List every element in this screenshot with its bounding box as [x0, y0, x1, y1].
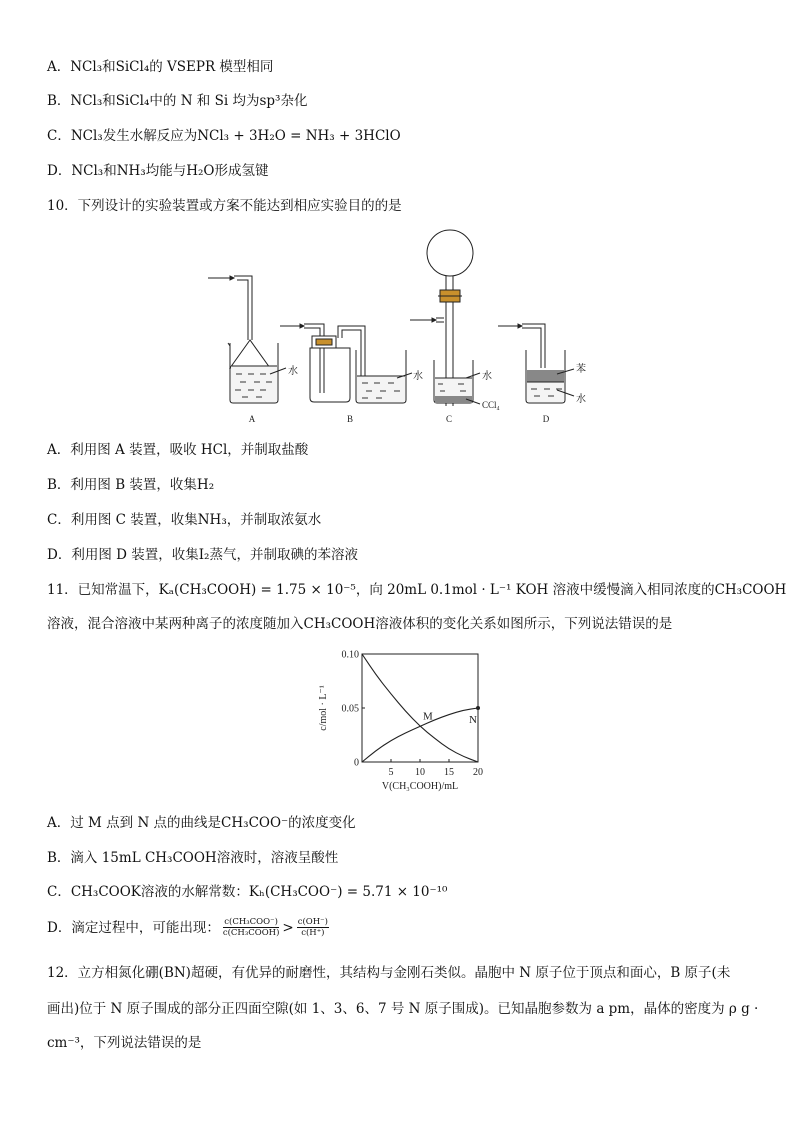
label-b: B [346, 414, 354, 424]
q9-option-c: C．NCl₃发生水解反应为NCl₃ + 3H₂O = NH₃ + 3HClO [47, 128, 401, 144]
label-water-d: 水 [576, 394, 586, 405]
x-tick-label-2: 15 [444, 767, 454, 778]
comparison-operator: > [282, 919, 294, 936]
q11-option-a: A．过 M 点到 N 点的曲线是CH₃COO⁻的浓度变化 [47, 815, 356, 831]
apparatus-b [280, 324, 412, 403]
q10-option-c: C．利用图 C 装置，收集NH₃，并制取浓氨水 [47, 512, 322, 528]
q12-line3: cm⁻³，下列说法错误的是 [47, 1035, 202, 1051]
chart-frame [362, 654, 478, 762]
fraction-acetate-ratio [223, 917, 280, 938]
y-tick-label-0: 0 [354, 757, 359, 769]
label-water-b: 水 [413, 371, 423, 382]
x-tick-label-3: 20 [473, 767, 483, 778]
x-tick-label-1: 10 [415, 767, 425, 778]
x-axis-label: V(CH₃COOH)/mL [381, 781, 459, 792]
q9-option-a: A．NCl₃和SiCl₄的 VSEPR 模型相同 [47, 59, 274, 75]
fraction-2-denominator: c(H⁺) [301, 928, 325, 938]
fraction-2-numerator: c(OH⁻) [297, 917, 328, 927]
q11-option-d [47, 917, 332, 938]
label-a: A [248, 414, 256, 424]
apparatus-figure [200, 228, 620, 428]
fraction-oh-h-ratio [297, 917, 329, 938]
series-1-curve [362, 708, 478, 762]
apparatus-d [498, 324, 574, 403]
label-water-a: 水 [288, 366, 298, 377]
x-tick-label-0: 5 [388, 767, 394, 778]
q12-line1: 12．立方相氮化硼(BN)超硬，有优异的耐磨性，其结构与金刚石类似。晶胞中 N 原子位于顶点和面心，B 原子(未 [47, 965, 731, 981]
chart-plot-area [318, 650, 483, 793]
q9-option-d: D．NCl₃和NH₃均能与H₂O形成氢键 [47, 163, 269, 179]
q11-stem-line2: 溶液，混合溶液中某两种离子的浓度随加入CH₃COOH溶液体积的变化关系如图所示，下列说法错误的是 [47, 616, 673, 632]
q10-stem: 10．下列设计的实验装置或方案不能达到相应实验目的的是 [47, 198, 402, 214]
fraction-1-numerator: c(CH₃COO⁻) [224, 917, 278, 927]
point-N-marker [476, 706, 480, 710]
label-water-c: 水 [482, 371, 492, 382]
q11-stem-line1: 11．已知常温下，Kₐ(CH₃COOH) = 1.75 × 10⁻⁵，向 20mL 0.1mol · L⁻¹ KOH 溶液中缓慢滴入相同浓度的CH₃COOH [47, 582, 787, 598]
series-0-curve [362, 654, 478, 762]
label-d: D [542, 414, 550, 424]
concentration-chart [312, 646, 492, 798]
label-c: C [445, 414, 453, 424]
q10-option-d: D．利用图 D 装置，收集I₂蒸气，并制取碘的苯溶液 [47, 547, 358, 563]
point-M-label: M [423, 710, 433, 723]
label-ccl4: CCl₄ [482, 400, 500, 410]
q11-option-b: B．滴入 15mL CH₃COOH溶液时，溶液呈酸性 [47, 850, 339, 866]
apparatus-a [208, 276, 286, 403]
q11-option-c: C．CH₃COOK溶液的水解常数：Kₕ(CH₃COO⁻) = 5.71 × 10⁻¹⁰ [47, 884, 448, 900]
q11-option-d-prefix: D．滴定过程中，可能出现： [47, 919, 220, 936]
q12-line2: 画出)位于 N 原子围成的部分正四面空隙(如 1、3、6、7 号 N 原子围成)。已知晶胞参数为 a pm，晶体的密度为 ρ g · [47, 1001, 759, 1017]
y-tick-label-1: 0.05 [341, 703, 359, 715]
q10-option-b: B．利用图 B 装置，收集H₂ [47, 477, 215, 493]
y-tick-label-2: 0.10 [341, 649, 359, 661]
q10-option-a: A．利用图 A 装置，吸收 HCl，并制取盐酸 [47, 442, 309, 458]
fraction-1-denominator: c(CH₃COOH) [222, 928, 280, 938]
point-N-label: N [469, 714, 477, 726]
label-benzene: 苯 [576, 364, 586, 375]
y-axis-label: c/mol · L⁻¹ [318, 685, 329, 731]
q9-option-b: B．NCl₃和SiCl₄中的 N 和 Si 均为sp³杂化 [47, 93, 308, 109]
